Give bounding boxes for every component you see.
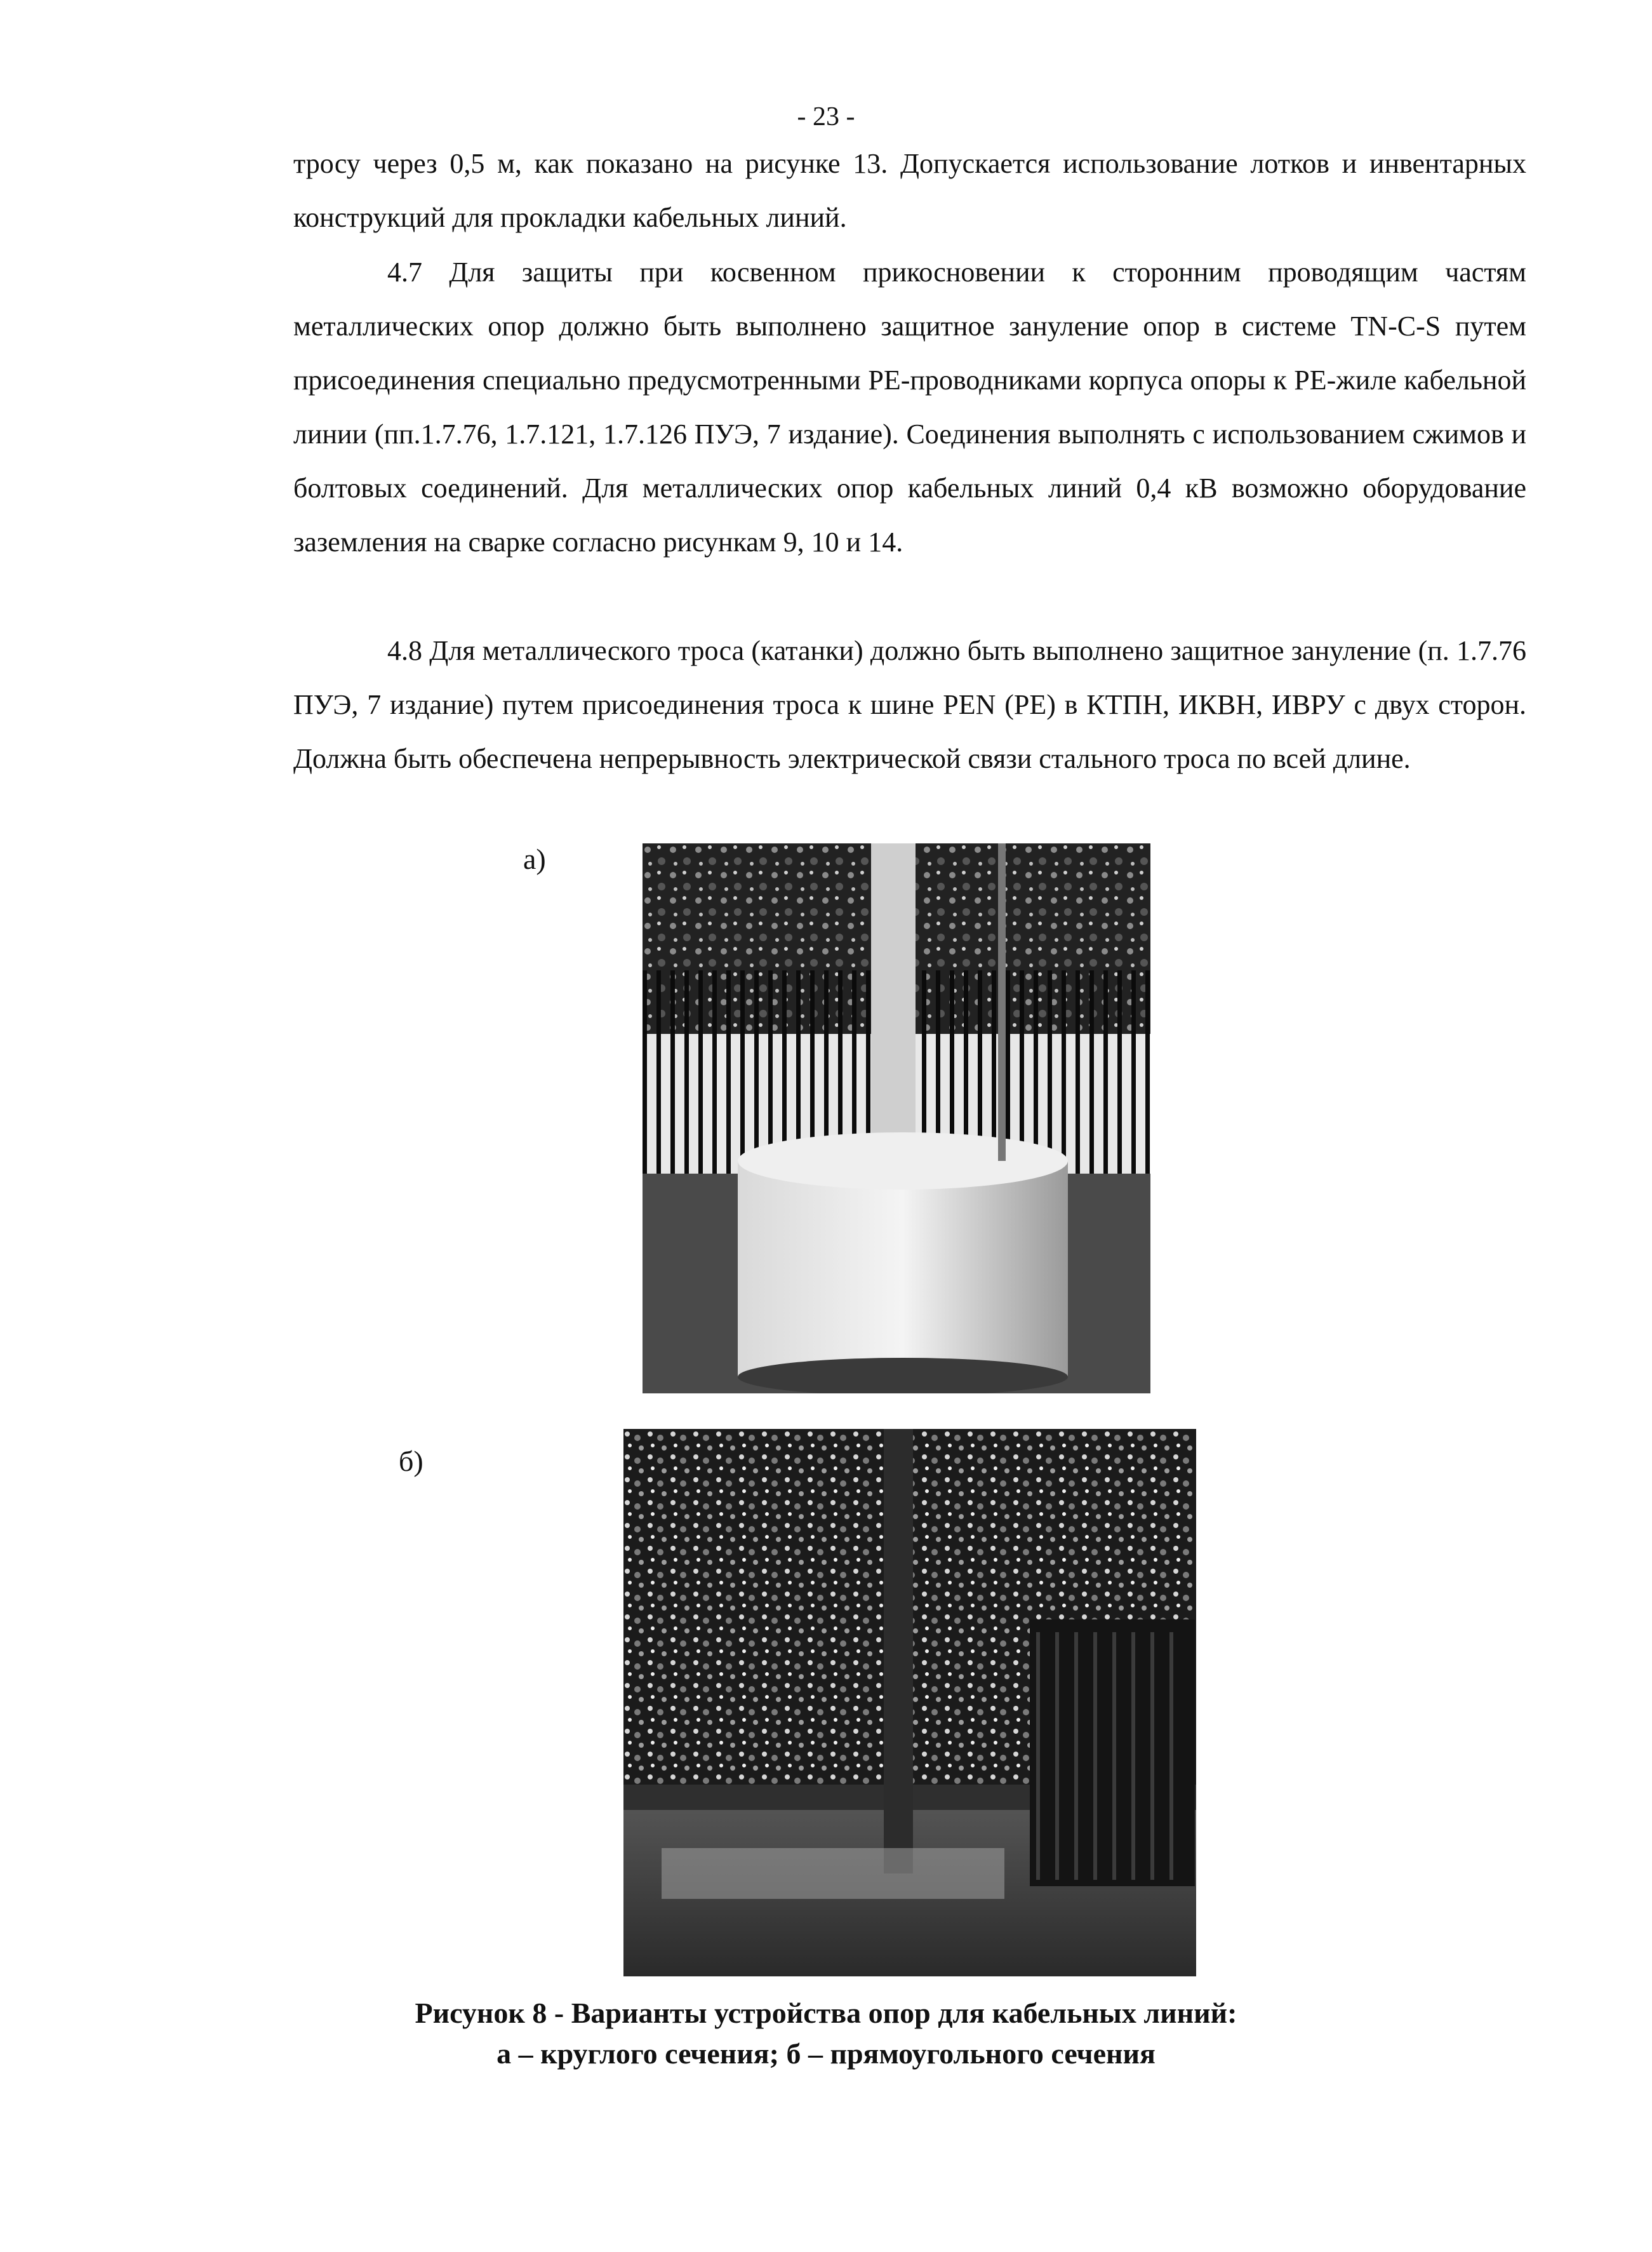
paragraph-4-8 xyxy=(293,624,1526,786)
paragraph-4-7 xyxy=(293,245,1526,569)
paragraph-text: 4.7 Для защиты при косвенном прикосновении к сторонним проводящим частям металлических опор должно быть выполнено защитное зануление опор в системе TN-C-S путем присоединения специально предусмотренными PE-проводниками корпуса опоры к PE-жиле кабельной линии (пп.1.7.76, 1.7.121, 1.7.126 ПУЭ, 7 издание). Соединения выполнять с использованием сжимов и болтовых соединений. Для металлических опор кабельных линий 0,4 кВ возможно оборудование заземления на сварке согласно рисункам 9, 10 и 14. xyxy=(293,257,1526,558)
figure-caption xyxy=(0,1993,1652,2074)
paragraph-text: 4.8 Для металлического троса (катанки) должно быть выполнено защитное зануление (п. 1.7.76 ПУЭ, 7 издание) путем присоединения троса к шине PEN (PE) в КТПН, ИКВН, ИВРУ с двух сторон. Должна быть обеспечена непрерывность электрической связи стального троса по всей длине. xyxy=(293,635,1526,774)
caption-line-2: а – круглого сечения; б – прямоугольного сечения xyxy=(496,2037,1156,2070)
caption-line-1: Рисунок 8 - Варианты устройства опор для кабельных линий: xyxy=(415,1997,1237,2029)
photo-rectangular-support xyxy=(623,1429,1196,1976)
figure-label-a: а) xyxy=(523,843,546,875)
paragraph-continuation xyxy=(293,137,1526,245)
page-number: - 23 - xyxy=(797,102,855,131)
paragraph-text: тросу через 0,5 м, как показано на рисунке 13. Допускается использование лотков и инвентарных конструкций для прокладки кабельных линий. xyxy=(293,148,1526,233)
photo-round-support xyxy=(643,843,1150,1393)
figure-label-b: б) xyxy=(399,1445,423,1477)
